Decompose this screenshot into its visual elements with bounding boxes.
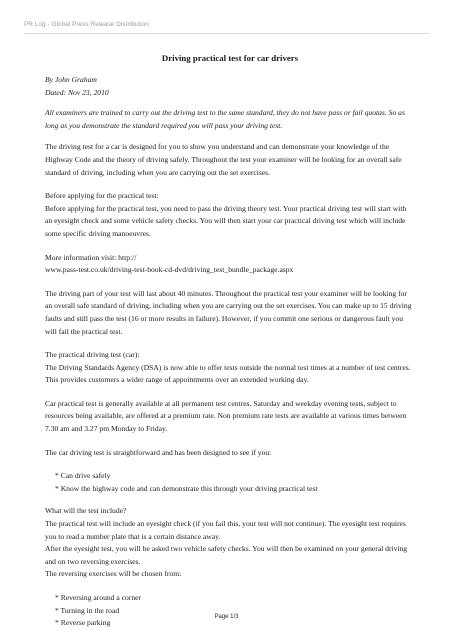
paragraph-heading: More information visit: http:// xyxy=(45,252,137,262)
paragraph-more-info xyxy=(45,252,415,277)
paragraph-text: The practical test will include an eyesight check (if you fail this, your test will not continue). The eyesight test requires you to read a number plate that is a certain distance away. xyxy=(45,519,406,541)
paragraph-text: After the eyesight test, you will be asked two vehicle safety checks. You will then be examined on your general driving and on two reversing exercises. xyxy=(45,544,408,566)
author: By John Graham xyxy=(45,75,97,84)
paragraph-before-applying xyxy=(45,190,415,240)
article-title: Driving practical test for car drivers xyxy=(161,53,299,63)
paragraph-text: The reversing exercises will be chosen from: xyxy=(45,569,182,579)
paragraph-text: The Driving Standards Agency (DSA) is now able to offer tests outside the normal test times at a number of test centres. This provides customers a wider range of appointments over an extended working day. xyxy=(45,362,411,385)
paragraph-availability: Car practical test is generally available at all permanent test centres. Saturday and weekday evening tests, subject to resources being available, are offered at a premium rate. Non premium rate tests are available at various times between 7.30 am and 3.27 pm Monday to Friday. xyxy=(45,398,407,434)
paragraph-test-duration: The driving part of your test will last about 40 minutes. Throughout the practical test your examiner will be looking for an overall safe standard of driving, including when you are carrying out the set exercises. You can make up to 15 driving faults and still pass the test (16 or more results in failure). However, if you commit one serious or dangerous fault you will fail the practical test. xyxy=(45,288,412,336)
paragraph-practical-test xyxy=(45,349,415,387)
header-divider xyxy=(24,33,429,34)
list-item: * Know the highway code and can demonstrate this through your driving practical test xyxy=(55,483,318,493)
paragraph-test-purpose: The car driving test is straightforward and has been designed to see if you: xyxy=(45,447,272,457)
paragraph-heading: The practical driving test (car): xyxy=(45,350,140,360)
list-item: * Reverse parking xyxy=(55,618,111,628)
list-item: * Turning in the road xyxy=(55,605,120,615)
reversing-exercises-list xyxy=(45,592,415,630)
paragraph-heading: What will the test include? xyxy=(45,506,127,516)
purpose-list xyxy=(45,470,415,495)
date: Dated: Nov 23, 2010 xyxy=(45,87,109,97)
paragraph-text: Before applying for the practical test, you need to pass the driving theory test. Your practical driving test will start with an eyesight check and some vehicle safety checks. You will then start your car practical driving test which will include some specific driving manoeuvres. xyxy=(45,203,407,238)
paragraph-test-contents xyxy=(45,505,415,581)
intro-paragraph: All examiners are trained to carry out the driving test to the same standard, they do not have pass or fail quotas. So as long as you demonstrate the standard required you will pass your driving test. xyxy=(45,108,405,130)
byline xyxy=(45,74,415,99)
article-body xyxy=(45,52,415,640)
source-header: PR Log - Global Press Release Distribution xyxy=(24,21,149,28)
list-item: * Can drive safely xyxy=(55,471,111,481)
list-item: * Reversing around a corner xyxy=(55,593,142,602)
paragraph-overview: The driving test for a car is designed for you to show you understand and can demonstrate your knowledge of the Highway Code and the theory of driving safely. Throughout the test your examiner will be looking for an overall safe standard of driving, including when you are carrying out the set exercises. xyxy=(45,142,402,177)
page-number: Page 1/3 xyxy=(214,614,239,620)
more-info-link[interactable]: www.pass-test.co.uk/driving-test-book-cd-dvd/driving_test_bundle_package.aspx xyxy=(45,265,294,275)
paragraph-heading: Before applying for the practical test: xyxy=(45,191,159,201)
